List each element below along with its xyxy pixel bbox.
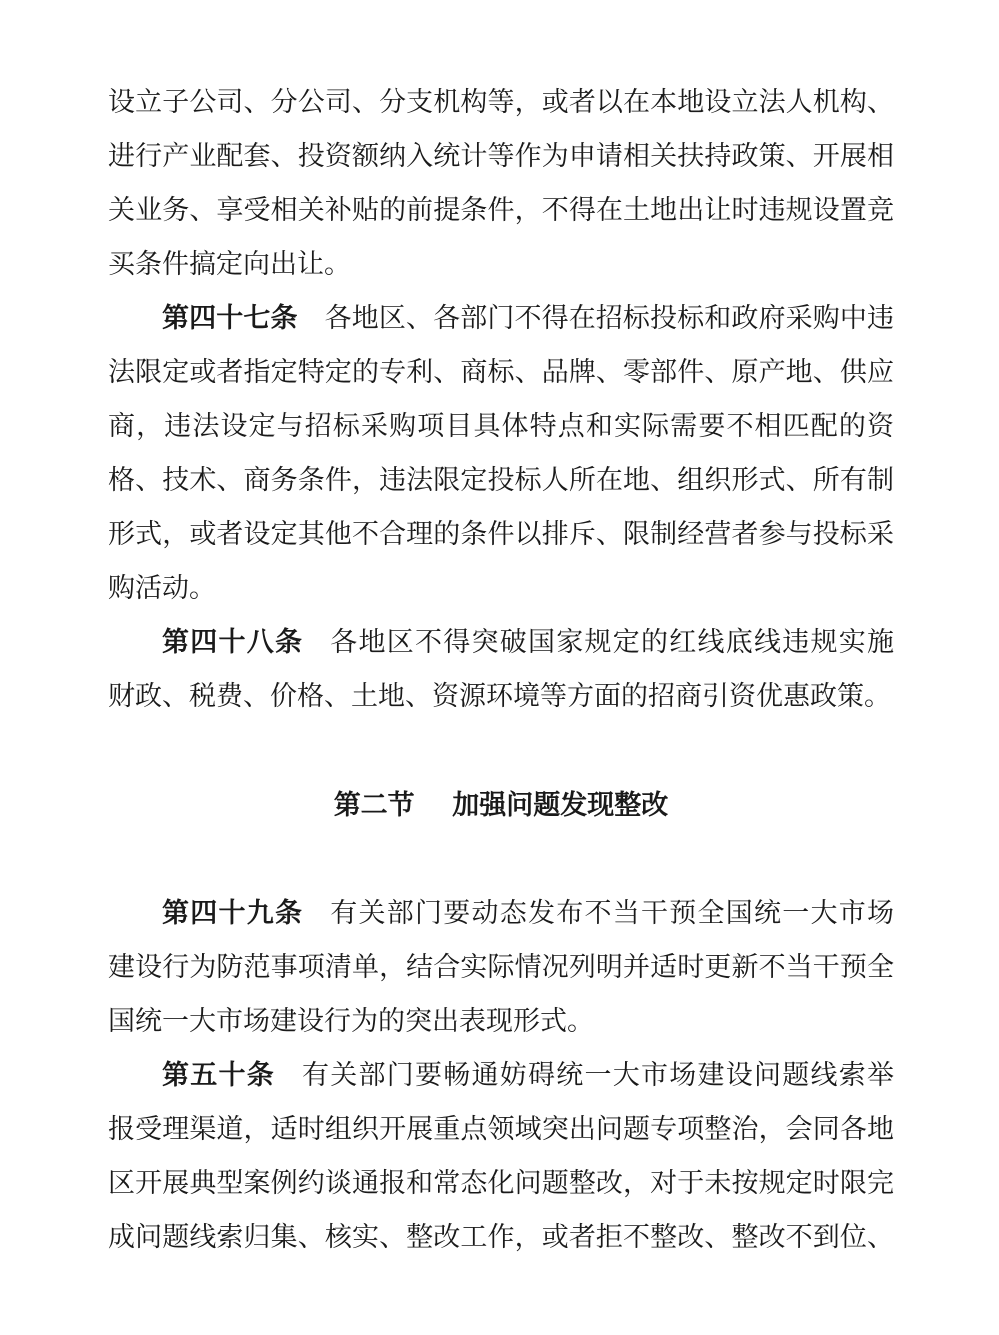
article-number: 第四十七条	[162, 303, 298, 334]
article-first-line	[108, 1049, 894, 1103]
article-number: 第四十九条	[162, 898, 304, 929]
text-line: 国统一大市场建设行为的突出表现形式。	[108, 1006, 594, 1037]
text-line: 格、技术、商务条件，违法限定投标人所在地、组织形式、所有制	[108, 465, 894, 496]
section-title: 第二节 加强问题发现整改	[333, 790, 669, 821]
article-50	[108, 1049, 894, 1265]
article-text: 有关部门要动态发布不当干预全国统一大市场	[330, 898, 894, 929]
text-line: 报受理渠道，适时组织开展重点领域突出问题专项整治，会同各地	[108, 1114, 894, 1145]
article-49	[108, 887, 894, 1049]
article-first-line	[108, 616, 894, 670]
article-text: 有关部门要畅通妨碍统一大市场建设问题线索举	[302, 1060, 894, 1091]
article-47	[108, 292, 894, 616]
text-line: 商，违法设定与招标采购项目具体特点和实际需要不相匹配的资	[108, 411, 894, 442]
text-line: 区开展典型案例约谈通报和常态化问题整改，对于未按规定时限完	[108, 1168, 894, 1199]
article-first-line	[108, 887, 894, 941]
article-text: 各地区、各部门不得在招标投标和政府采购中违	[324, 303, 895, 334]
text-line: 买条件搞定向出让。	[108, 249, 351, 280]
article-48	[108, 616, 894, 724]
text-line: 设立子公司、分公司、分支机构等，或者以在本地设立法人机构、	[108, 87, 894, 118]
article-number: 第五十条	[162, 1060, 275, 1091]
text-line: 法限定或者指定特定的专利、商标、品牌、零部件、原产地、供应	[108, 357, 894, 388]
text-line: 财政、税费、价格、土地、资源环境等方面的招商引资优惠政策。	[108, 681, 891, 712]
text-line: 成问题线索归集、核实、整改工作，或者拒不整改、整改不到位、	[108, 1222, 894, 1253]
text-line: 购活动。	[108, 573, 216, 604]
text-line: 关业务、享受相关补贴的前提条件，不得在土地出让时违规设置竞	[108, 195, 894, 226]
text-line: 建设行为防范事项清单，结合实际情况列明并适时更新不当干预全	[108, 952, 894, 983]
text-line: 形式，或者设定其他不合理的条件以排斥、限制经营者参与投标采	[108, 519, 894, 550]
paragraph-continued	[108, 76, 894, 292]
text-line: 进行产业配套、投资额纳入统计等作为申请相关扶持政策、开展相	[108, 141, 894, 172]
article-first-line	[108, 292, 894, 346]
article-number: 第四十八条	[162, 627, 304, 658]
document-page	[108, 76, 894, 1265]
article-text: 各地区不得突破国家规定的红线底线违规实施	[330, 627, 894, 658]
